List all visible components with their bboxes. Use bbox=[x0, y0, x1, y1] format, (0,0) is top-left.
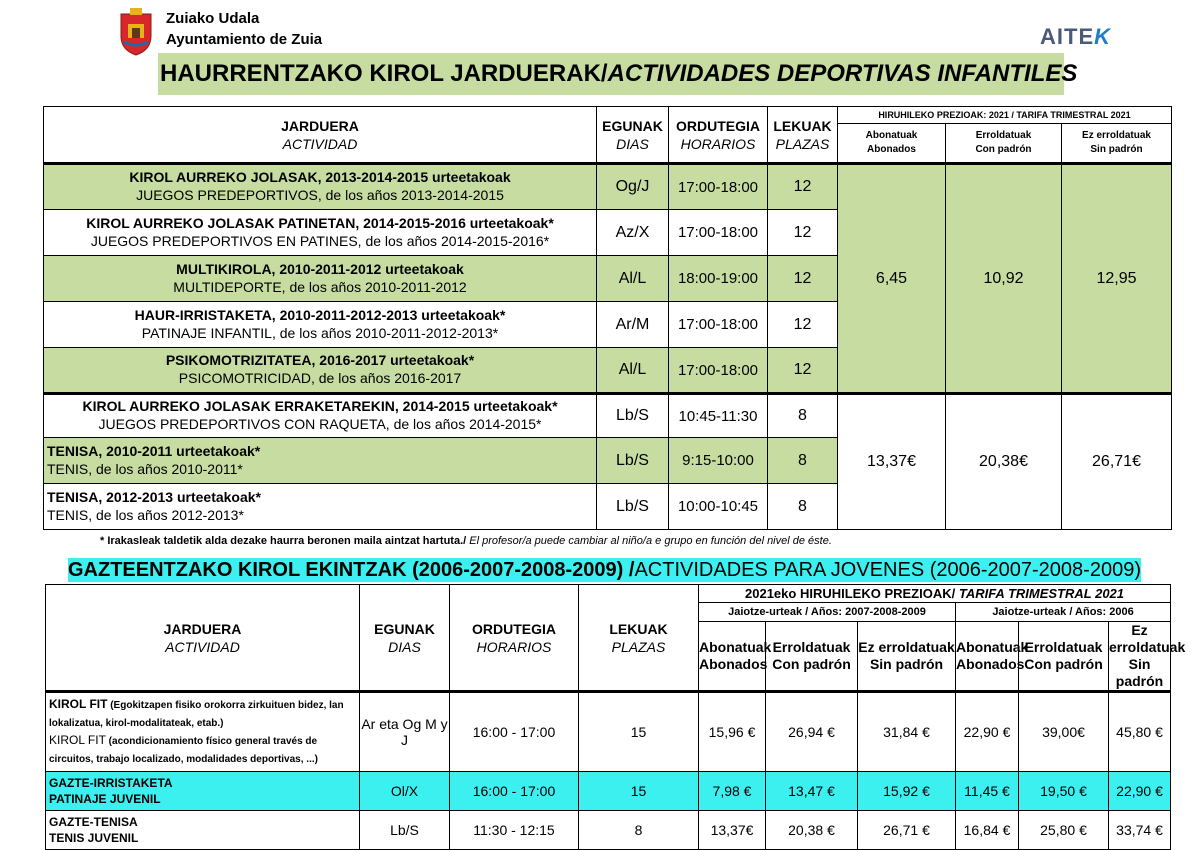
days-cell: Az/X bbox=[597, 210, 669, 256]
hours-cell: 17:00-18:00 bbox=[669, 302, 768, 348]
table-row-activity: KIROL AURREKO JOLASAK ERRAKETAREKIN, 2014-2015 urteetakoak* JUEGOS PREDEPORTIVOS CON RAQUETA, de los años 2014-2015* bbox=[44, 394, 597, 438]
table-row-activity: GAZTE-TENISA TENIS JUVENIL bbox=[46, 811, 360, 850]
days-cell: Al/L bbox=[597, 348, 669, 394]
table-row-activity: MULTIKIROLA, 2010-2011-2012 urteetakoak MULTIDEPORTE, de los años 2010-2011-2012 bbox=[44, 256, 597, 302]
price-cell: 19,50 € bbox=[1019, 772, 1109, 811]
price-cell: 39,00€ bbox=[1019, 692, 1109, 772]
kids-title: HAURRENTZAKO KIROL JARDUERAK/ACTIVIDADES DEPORTIVAS INFANTILES bbox=[158, 53, 1064, 95]
footnote: * Irakasleak taldetik alda dezake haurra beronen maila aintzat hartuta./ El profesor/a puede cambiar al niño/a e grupo en función del nivel de éste. bbox=[100, 535, 832, 547]
price-cell: 13,47 € bbox=[766, 772, 858, 811]
col-places-header: LEKUAK PLAZAS bbox=[579, 585, 699, 692]
price-sin-padron-group2: 26,71€ bbox=[1062, 394, 1172, 530]
aitek-logo: AITEK bbox=[1040, 24, 1112, 49]
col-hours-header: ORDUTEGIA HORARIOS bbox=[450, 585, 579, 692]
price-col-abonados: Abonatuak Abonados bbox=[699, 622, 766, 692]
days-cell: Al/L bbox=[597, 256, 669, 302]
places-cell: 12 bbox=[768, 256, 838, 302]
places-cell: 12 bbox=[768, 348, 838, 394]
price-cell: 16,84 € bbox=[956, 811, 1019, 850]
price-col-padron: Erroldatuak Con padrón bbox=[1019, 622, 1109, 692]
price-col-abonados: Abonatuak Abonados bbox=[838, 124, 946, 164]
places-cell: 15 bbox=[579, 772, 699, 811]
hours-cell: 11:30 - 12:15 bbox=[450, 811, 579, 850]
hours-cell: 17:00-18:00 bbox=[669, 164, 768, 210]
price-cell: 22,90 € bbox=[1109, 772, 1171, 811]
col-places-header: LEKUAK PLAZAS bbox=[768, 107, 838, 164]
table-row-activity: TENISA, 2010-2011 urteetakoak* TENIS, de los años 2010-2011* bbox=[44, 438, 597, 484]
org-name-es: Ayuntamiento de Zuia bbox=[166, 31, 323, 48]
price-abonados-group1: 6,45 bbox=[838, 164, 946, 394]
table-row-activity: KIROL FIT (Egokitzapen fisiko orokorra zirkuituen bidez, lan lokalizatua, kirol-modalitateak, etab.) KIROL FIT (acondicionamiento físico general través de circuitos, trabajo localizado, modalidades deportivas, ...) bbox=[46, 692, 360, 772]
table-row-activity: PSIKOMOTRIZITATEA, 2016-2017 urteetakoak* PSICOMOTRICIDAD, de los años 2016-2017 bbox=[44, 348, 597, 394]
days-cell: Ol/X bbox=[360, 772, 450, 811]
hours-cell: 10:45-11:30 bbox=[669, 394, 768, 438]
years-group-a: Jaiotze-urteak / Años: 2007-2008-2009 bbox=[699, 603, 956, 622]
youth-activities-table bbox=[45, 584, 1186, 850]
price-abonados-group2: 13,37€ bbox=[838, 394, 946, 530]
price-padron-group1: 10,92 bbox=[946, 164, 1062, 394]
price-cell: 45,80 € bbox=[1109, 692, 1171, 772]
days-cell: Lb/S bbox=[597, 484, 669, 530]
places-cell: 15 bbox=[579, 692, 699, 772]
col-activity-header: JARDUERA ACTIVIDAD bbox=[44, 107, 597, 164]
price-cell: 22,90 € bbox=[956, 692, 1019, 772]
price-col-abonados: Abonatuak Abonados bbox=[956, 622, 1019, 692]
price-header: HIRUHILEKO PREZIOAK: 2021 / TARIFA TRIMESTRAL 2021 bbox=[838, 107, 1172, 124]
years-group-b: Jaiotze-urteak / Años: 2006 bbox=[956, 603, 1171, 622]
days-cell: Ar/M bbox=[597, 302, 669, 348]
places-cell: 12 bbox=[768, 302, 838, 348]
places-cell: 8 bbox=[768, 484, 838, 530]
kids-activities-table bbox=[43, 106, 1172, 530]
coat-of-arms-logo bbox=[118, 8, 154, 56]
table-row-activity: KIROL AURREKO JOLASAK, 2013-2014-2015 urteetakoak JUEGOS PREDEPORTIVOS, de los años 2013-2014-2015 bbox=[44, 164, 597, 210]
price-col-sin-padron: Ez erroldatuak Sin padrón bbox=[1062, 124, 1172, 164]
price-sin-padron-group1: 12,95 bbox=[1062, 164, 1172, 394]
places-cell: 8 bbox=[768, 394, 838, 438]
price-cell: 15,92 € bbox=[858, 772, 956, 811]
table-row-activity: TENISA, 2012-2013 urteetakoak* TENIS, de los años 2012-2013* bbox=[44, 484, 597, 530]
price-cell: 31,84 € bbox=[858, 692, 956, 772]
places-cell: 8 bbox=[579, 811, 699, 850]
col-activity-header: JARDUERA ACTIVIDAD bbox=[46, 585, 360, 692]
days-cell: Lb/S bbox=[597, 438, 669, 484]
price-padron-group2: 20,38€ bbox=[946, 394, 1062, 530]
price-cell: 7,98 € bbox=[699, 772, 766, 811]
days-cell: Og/J bbox=[597, 164, 669, 210]
places-cell: 12 bbox=[768, 210, 838, 256]
hours-cell: 16:00 - 17:00 bbox=[450, 692, 579, 772]
table-row-activity: GAZTE-IRRISTAKETA PATINAJE JUVENIL bbox=[46, 772, 360, 811]
org-name-eu: Zuiako Udala bbox=[166, 10, 260, 27]
days-cell: Lb/S bbox=[597, 394, 669, 438]
col-days-header: EGUNAK DIAS bbox=[597, 107, 669, 164]
price-col-sin-padron: Ez erroldatuak Sin padrón bbox=[858, 622, 956, 692]
table-row-activity: KIROL AURREKO JOLASAK PATINETAN, 2014-2015-2016 urteetakoak* JUEGOS PREDEPORTIVOS EN PATINES, de los años 2014-2015-2016* bbox=[44, 210, 597, 256]
price-cell: 26,71 € bbox=[858, 811, 956, 850]
price-cell: 11,45 € bbox=[956, 772, 1019, 811]
hours-cell: 16:00 - 17:00 bbox=[450, 772, 579, 811]
hours-cell: 9:15-10:00 bbox=[669, 438, 768, 484]
price-col-padron: Erroldatuak Con padrón bbox=[946, 124, 1062, 164]
col-hours-header: ORDUTEGIA HORARIOS bbox=[669, 107, 768, 164]
places-cell: 8 bbox=[768, 438, 838, 484]
price-cell: 13,37€ bbox=[699, 811, 766, 850]
hours-cell: 17:00-18:00 bbox=[669, 348, 768, 394]
hours-cell: 18:00-19:00 bbox=[669, 256, 768, 302]
youth-price-header: 2021eko HIRUHILEKO PREZIOAK/ TARIFA TRIMESTRAL 2021 bbox=[699, 585, 1171, 603]
days-cell: Lb/S bbox=[360, 811, 450, 850]
price-cell: 26,94 € bbox=[766, 692, 858, 772]
price-cell: 20,38 € bbox=[766, 811, 858, 850]
hours-cell: 17:00-18:00 bbox=[669, 210, 768, 256]
places-cell: 12 bbox=[768, 164, 838, 210]
table-row-activity: HAUR-IRRISTAKETA, 2010-2011-2012-2013 urteetakoak* PATINAJE INFANTIL, de los años 2010-2011-2012-2013* bbox=[44, 302, 597, 348]
hours-cell: 10:00-10:45 bbox=[669, 484, 768, 530]
price-col-sin-padron: Ez erroldatuak Sin padrón bbox=[1109, 622, 1171, 692]
youth-title: GAZTEENTZAKO KIROL EKINTZAK (2006-2007-2008-2009) /ACTIVIDADES PARA JOVENES (2006-2007-2008-2009) bbox=[68, 559, 1141, 581]
price-cell: 15,96 € bbox=[699, 692, 766, 772]
col-days-header: EGUNAK DIAS bbox=[360, 585, 450, 692]
price-cell: 33,74 € bbox=[1109, 811, 1171, 850]
price-cell: 25,80 € bbox=[1019, 811, 1109, 850]
days-cell: Ar eta Og M y J bbox=[360, 692, 450, 772]
price-col-padron: Erroldatuak Con padrón bbox=[766, 622, 858, 692]
